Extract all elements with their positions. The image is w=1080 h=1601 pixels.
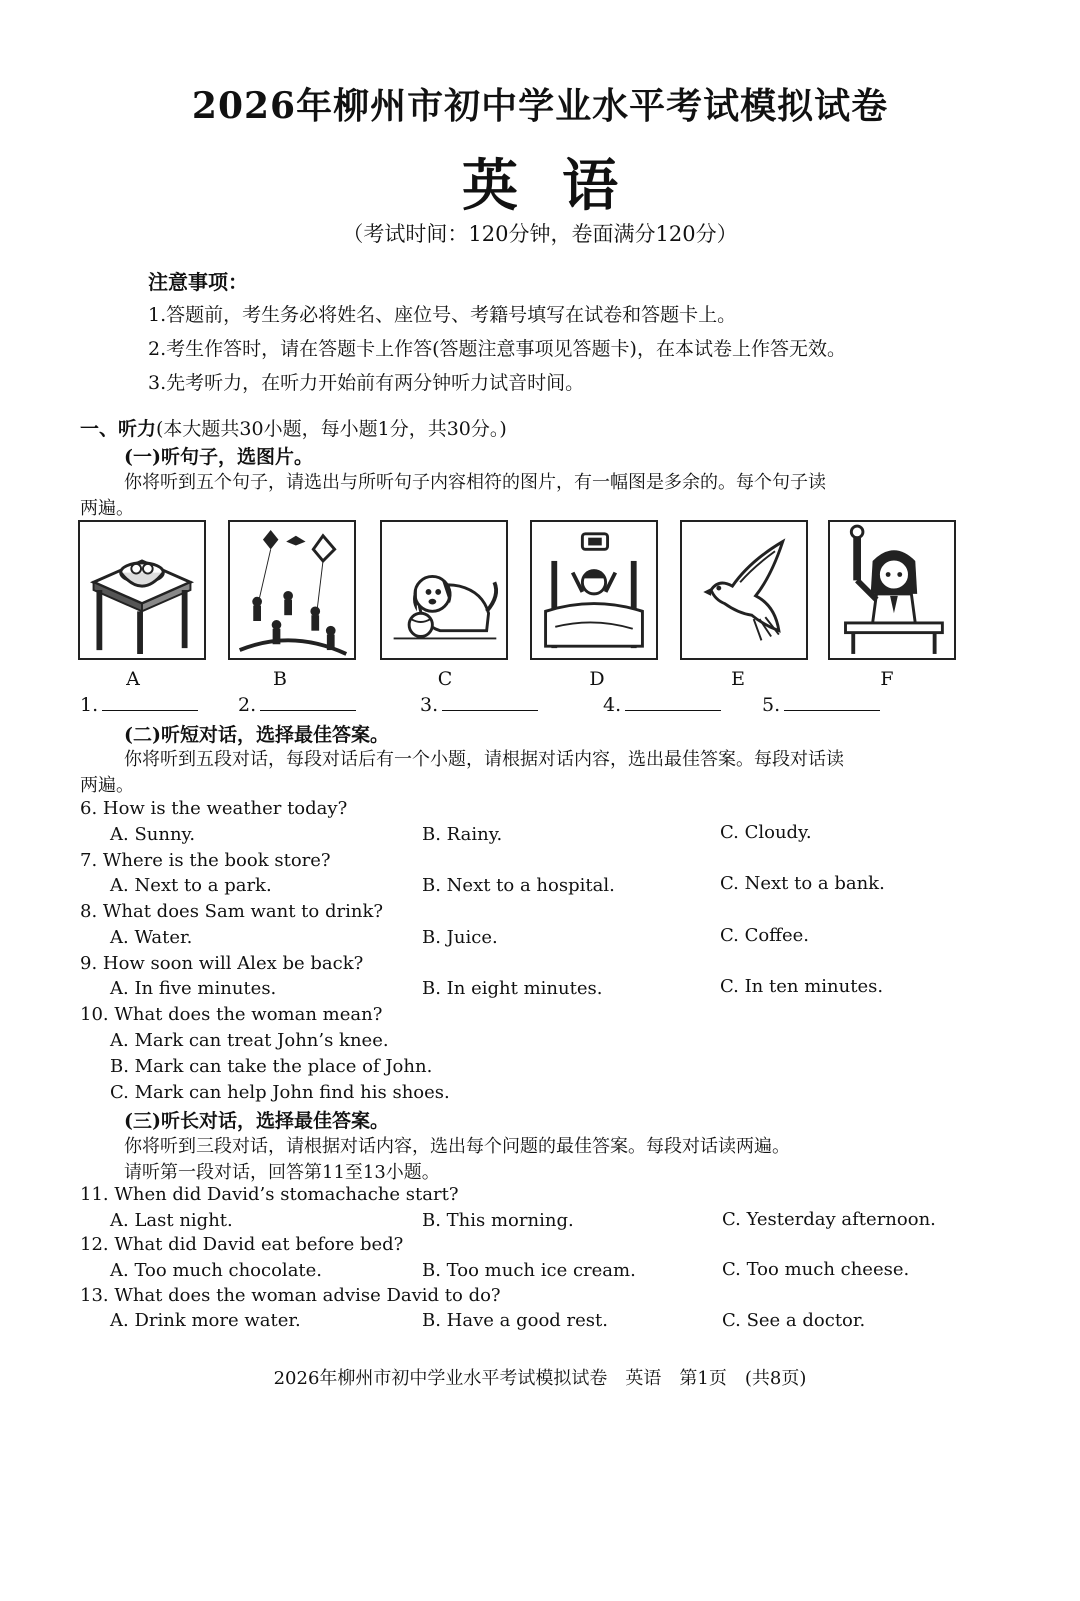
part3-instruction: 你将听到三段对话，请根据对话内容，选出每个问题的最佳答案。每段对话读两遍。 [124, 1136, 790, 1157]
blank-number: 4. [603, 694, 622, 716]
section-label: 一、听力 [80, 418, 157, 440]
option-a: A. Drink more water. [110, 1310, 301, 1331]
section-heading [80, 414, 507, 441]
page-footer: 2026年柳州市初中学业水平考试模拟试卷 英语 第1页 (共8页) [273, 1368, 807, 1389]
option-c: C. See a doctor. [722, 1310, 866, 1331]
option-a: A. Mark can treat John’s knee. [110, 1030, 389, 1051]
option-a: A. Last night. [110, 1210, 233, 1231]
option-a: A. Next to a park. [110, 875, 272, 896]
option-b: B. In eight minutes. [422, 978, 603, 999]
notes-heading: 注意事项： [148, 270, 248, 294]
question-11: 11. When did David’s stomachache start? [80, 1184, 459, 1205]
picture-label: E [731, 668, 745, 690]
part3-heading: (三)听长对话，选择最佳答案。 [124, 1110, 389, 1132]
option-a: A. Too much chocolate. [110, 1260, 323, 1281]
section-desc: (本大题共30小题，每小题1分，共30分。) [156, 418, 507, 440]
option-b: B. Rainy. [422, 824, 503, 845]
part2-instruction: 你将听到五段对话，每段对话后有一个小题，请根据对话内容，选出最佳答案。每段对话读 [124, 749, 844, 770]
answer-blank[interactable] [80, 692, 198, 716]
blank-number: 2. [238, 694, 257, 716]
answer-blank[interactable] [238, 692, 356, 716]
dove-icon [680, 520, 808, 660]
option-c: C. Yesterday afternoon. [722, 1209, 936, 1230]
bowl-on-table-icon [78, 520, 206, 660]
option-b: B. This morning. [422, 1210, 574, 1231]
kids-flying-kites-icon [228, 520, 356, 660]
picture-label: D [589, 668, 605, 690]
part3-instruction-cont: 请听第一段对话，回答第11至13小题。 [124, 1162, 440, 1183]
blank-number: 5. [762, 694, 781, 716]
question-13: 13. What does the woman advise David to do? [80, 1285, 501, 1306]
part2-instruction-cont: 两遍。 [80, 775, 134, 796]
question-9: 9. How soon will Alex be back? [80, 953, 364, 974]
answer-blank[interactable] [420, 692, 538, 716]
exam-title: 2026年柳州市初中学业水平考试模拟试卷 [191, 85, 889, 127]
part1-instruction-cont: 两遍。 [80, 498, 134, 519]
exam-time-info: （考试时间：120分钟，卷面满分120分） [342, 222, 738, 246]
question-6: 6. How is the weather today? [80, 798, 348, 819]
option-b: B. Too much ice cream. [422, 1260, 636, 1281]
note-item: 3.先考听力，在听力开始前有两分钟听力试音时间。 [148, 372, 585, 394]
note-item: 1.答题前，考生务必将姓名、座位号、考籍号填写在试卷和答题卡上。 [148, 304, 737, 326]
boy-waking-up-icon [530, 520, 658, 660]
picture-label: B [273, 668, 287, 690]
blank-number: 1. [80, 694, 99, 716]
option-c: C. Coffee. [720, 925, 809, 946]
part1-heading: (一)听句子，选图片。 [124, 446, 313, 468]
option-b: B. Mark can take the place of John. [110, 1056, 433, 1077]
part1-instruction: 你将听到五个句子，请选出与所听句子内容相符的图片，有一幅图是多余的。每个句子读 [124, 472, 826, 493]
subject-title: 英语 [462, 153, 662, 219]
answer-blank[interactable] [762, 692, 880, 716]
option-b: B. Next to a hospital. [422, 875, 615, 896]
girl-raising-hand-icon [828, 520, 956, 660]
note-item: 2.考生作答时，请在答题卡上作答(答题注意事项见答题卡)，在本试卷上作答无效。 [148, 338, 846, 360]
option-c: C. Too much cheese. [722, 1259, 910, 1280]
option-a: A. Water. [110, 927, 193, 948]
blank-number: 3. [420, 694, 439, 716]
question-10: 10. What does the woman mean? [80, 1004, 383, 1025]
question-7: 7. Where is the book store? [80, 850, 331, 871]
option-c: C. Mark can help John find his shoes. [110, 1082, 450, 1103]
option-c: C. In ten minutes. [720, 976, 884, 997]
option-a: A. In five minutes. [110, 978, 277, 999]
dog-with-ball-icon [380, 520, 508, 660]
option-b: B. Juice. [422, 927, 498, 948]
question-8: 8. What does Sam want to drink? [80, 901, 384, 922]
picture-label: A [126, 668, 140, 690]
answer-blank[interactable] [603, 692, 721, 716]
question-12: 12. What did David eat before bed? [80, 1234, 404, 1255]
option-c: C. Next to a bank. [720, 873, 885, 894]
option-a: A. Sunny. [110, 824, 196, 845]
option-c: C. Cloudy. [720, 822, 812, 843]
picture-label: C [437, 668, 453, 690]
part2-heading: (二)听短对话，选择最佳答案。 [124, 724, 389, 746]
picture-label: F [880, 668, 894, 690]
option-b: B. Have a good rest. [422, 1310, 608, 1331]
